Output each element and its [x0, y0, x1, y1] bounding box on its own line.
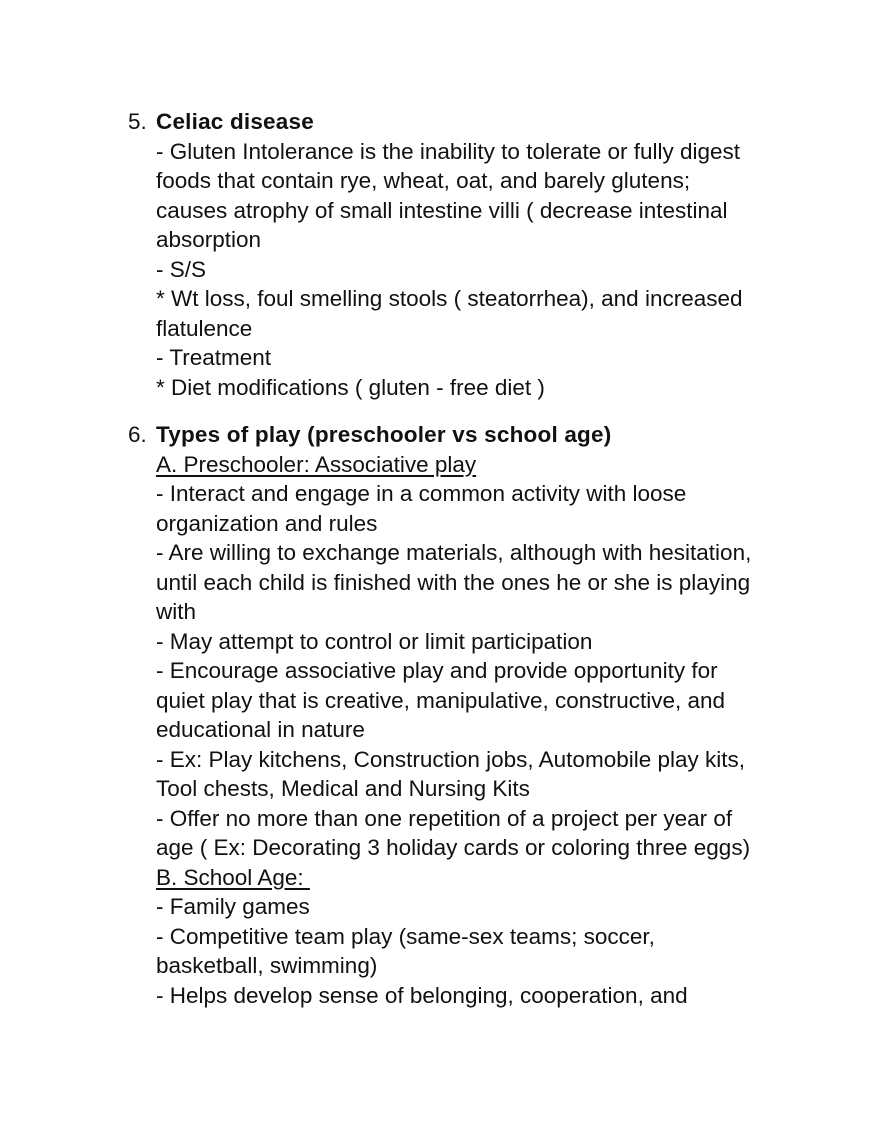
subheading-school-age: B. School Age: — [156, 864, 310, 890]
text-line: quiet play that is creative, manipulative, constructive, and — [156, 687, 726, 713]
section-types-of-play — [128, 420, 788, 1010]
text-line: - S/S — [156, 256, 207, 282]
text-line: - Helps develop sense of belonging, cooperation, and — [156, 982, 688, 1008]
text-line: - Competitive team play (same-sex teams; soccer, — [156, 923, 655, 949]
text-line: - Offer no more than one repetition of a project per year of — [156, 805, 733, 831]
text-line: Tool chests, Medical and Nursing Kits — [156, 776, 530, 801]
section-number: 5. — [128, 109, 147, 134]
subheading-preschooler: A. Preschooler: Associative play — [156, 451, 477, 477]
section-celiac-disease — [128, 107, 788, 402]
text-line: foods that contain rye, wheat, oat, and barely glutens; — [156, 168, 691, 193]
text-line: * Diet modifications ( gluten - free diet ) — [156, 374, 545, 400]
text-line: - Ex: Play kitchens, Construction jobs, Automobile play kits, — [156, 746, 746, 772]
section-body — [156, 137, 788, 403]
text-line: flatulence — [156, 315, 253, 341]
text-line: age ( Ex: Decorating 3 holiday cards or coloring three eggs) — [156, 835, 751, 860]
section-heading-row — [128, 107, 788, 137]
text-line: - May attempt to control or limit participation — [156, 628, 593, 654]
text-line: - Treatment — [156, 345, 272, 370]
text-line: - Interact and engage in a common activity with loose — [156, 481, 687, 506]
text-line: - Family games — [156, 894, 310, 919]
text-line: causes atrophy of small intestine villi ( decrease intestinal — [156, 197, 728, 223]
text-line: educational in nature — [156, 717, 365, 742]
text-line: with — [156, 599, 197, 624]
section-heading-row — [128, 420, 788, 450]
section-title: Celiac disease — [156, 109, 314, 134]
section-number: 6. — [128, 422, 147, 447]
text-line: - Gluten Intolerance is the inability to tolerate or fully digest — [156, 138, 741, 164]
section-title: Types of play (preschooler vs school age) — [156, 422, 612, 447]
text-line: - Are willing to exchange materials, although with hesitation, — [156, 540, 752, 565]
text-line: * Wt loss, foul smelling stools ( steatorrhea), and increased — [156, 286, 743, 311]
text-line: absorption — [156, 227, 262, 252]
section-body — [156, 450, 788, 1011]
text-line: organization and rules — [156, 510, 378, 536]
text-line: basketball, swimming) — [156, 953, 378, 978]
text-line: until each child is finished with the ones he or she is playing — [156, 569, 751, 595]
text-line: - Encourage associative play and provide opportunity for — [156, 658, 718, 683]
